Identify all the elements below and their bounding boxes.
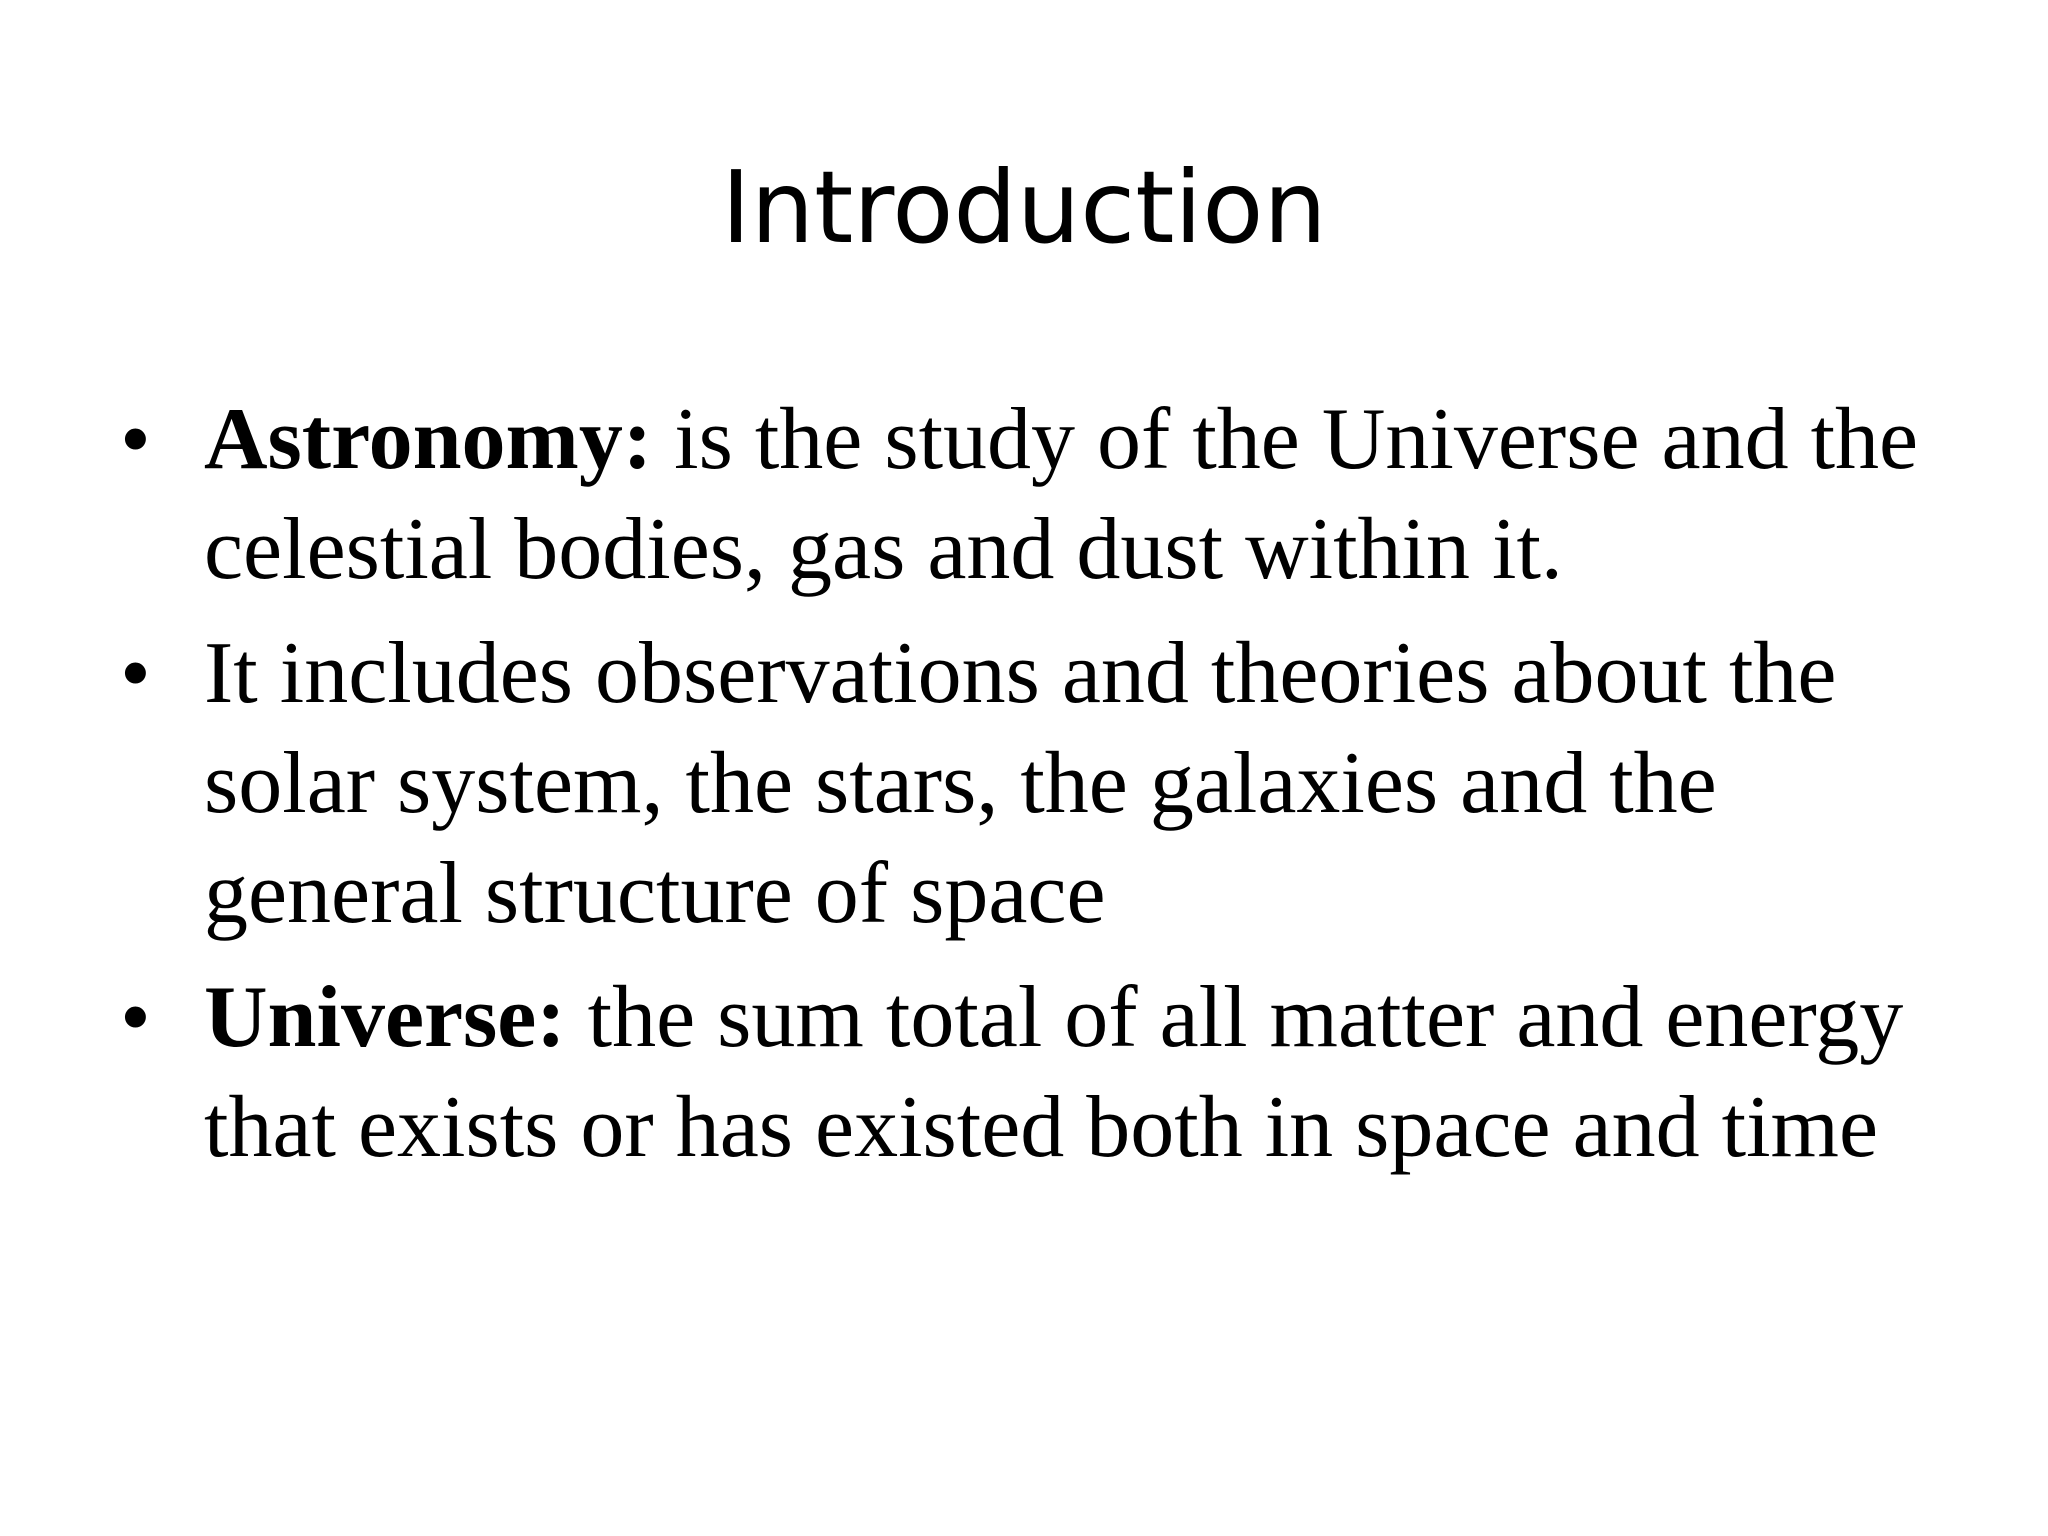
- bullet-text: is the study of the Universe and the celestial bodies, gas and dust within it.: [204, 391, 1919, 598]
- bullet-list: [120, 385, 1980, 1197]
- bullet-dot-icon: •: [120, 625, 151, 722]
- bullet-item-universe: [120, 963, 1980, 1183]
- bullet-item-observations: [120, 619, 1980, 949]
- bullet-dot-icon: •: [120, 391, 151, 488]
- bullet-dot-icon: •: [120, 969, 151, 1066]
- bullet-term: Astronomy:: [204, 391, 653, 488]
- bullet-term: Universe:: [204, 969, 566, 1066]
- bullet-item-astronomy: [120, 385, 1980, 605]
- slide-title: Introduction: [721, 149, 1327, 266]
- bullet-text: the sum total of all matter and energy that exists or has existed both in space and time: [204, 969, 1904, 1176]
- bullet-text: It includes observations and theories about the solar system, the stars, the galaxies and the general structure of space: [204, 625, 1837, 942]
